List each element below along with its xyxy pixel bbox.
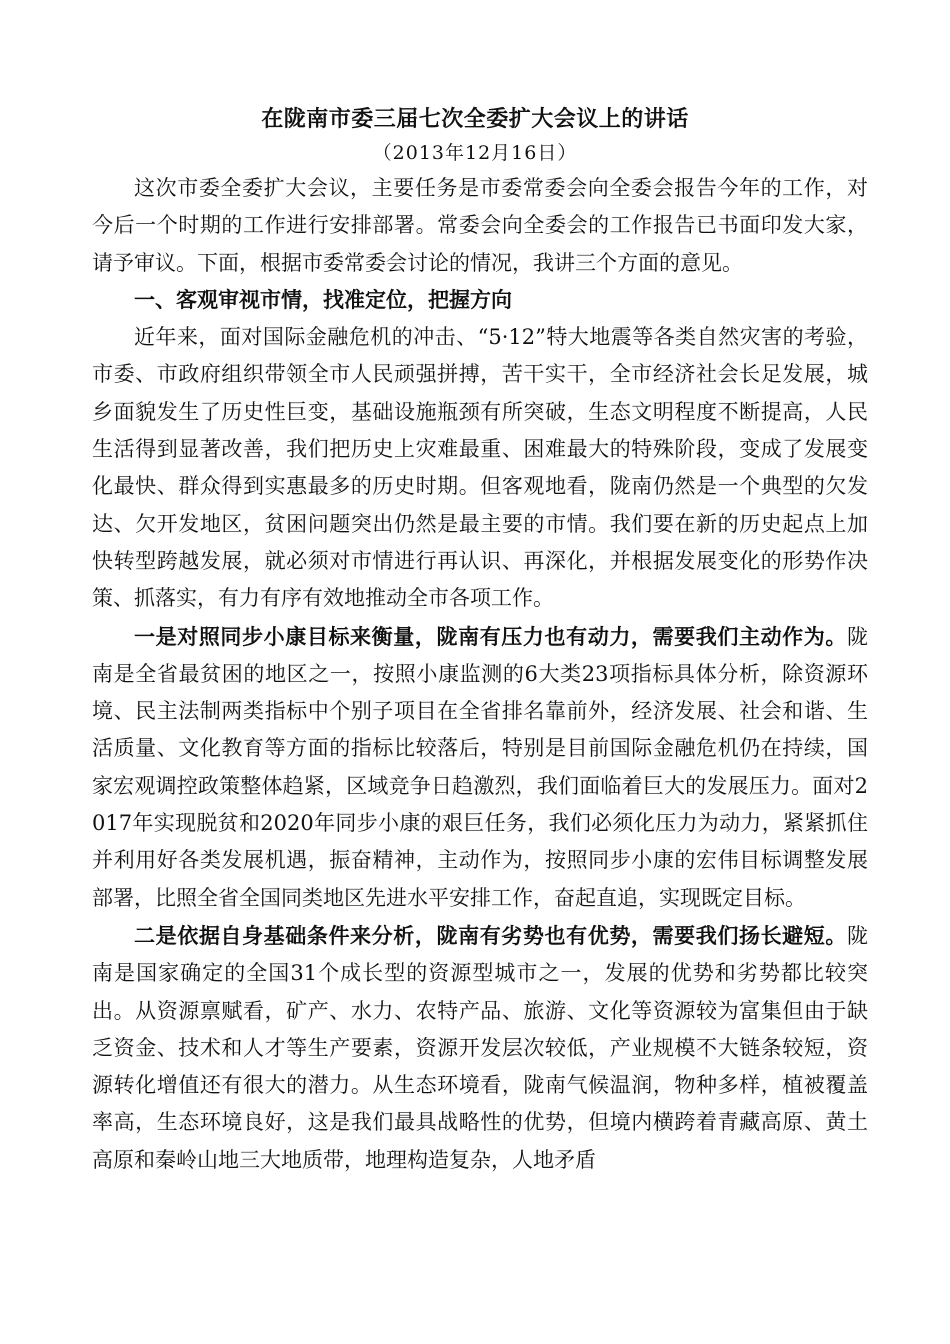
speech-title: 在陇南市委三届七次全委扩大会议上的讲话 (261, 106, 689, 132)
point-lead-1: 一是对照同步小康目标来衡量，陇南有压力也有动力，需要我们主动作为。 (134, 623, 847, 649)
point-text-1: 陇南是全省最贫困的地区之一，按照小康监测的6大类23项指标具体分析，除资源环境、民主法制两类指标中个别子项目在全省排名靠前外，经济发展、社会和谐、生活质量、文化教育等方面的指标比较落后，特别是目前国际金融危机仍在持续，国家宏观调控政策整体趋紧，区域竞争日趋激烈，我们面临着巨大的发展压力。面对2017年实现脱贫和2020年同步小康的艰巨任务，我们必须化压力为动力，紧紧抓住并利用好各类发展机遇，振奋精神，主动作为，按照同步小康的宏伟目标调整发展部署，比照全省全国同类地区先进水平安排工作，奋起直追，实现既定目标。 (92, 624, 868, 910)
speech-date: （2013年12月16日） (372, 142, 578, 164)
body-paragraph-1: 近年来，面对国际金融危机的冲击、“5·12”特大地震等各类自然灾害的考验，市委、市政府组织带领全市人民顽强拼搏，苦干实干，全市经济社会长足发展，城乡面貌发生了历史性巨变，基础设施瓶颈有所突破，生态文明程度不断提高，人民生活得到显著改善，我们把历史上灾难最重、困难最大的特殊阶段，变成了发展变化最快、群众得到实惠最多的历史时期。但客观地看，陇南仍然是一个典型的欠发达、欠开发地区，贫困问题突出仍然是最主要的市情。我们要在新的历史起点上加快转型跨越发展，就必须对市情进行再认识、再深化，并根据发展变化的形势作决策、抓落实，有力有序有效地推动全市各项工作。 (92, 325, 868, 611)
intro-paragraph: 这次市委全委扩大会议，主要任务是市委常委会向全委会报告今年的工作，对今后一个时期的工作进行安排部署。常委会向全委会的工作报告已书面印发大家，请予审议。下面，根据市委常委会讨论的情况，我讲三个方面的意见。 (92, 176, 868, 275)
point-lead-2: 二是依据自身基础条件来分析，陇南有劣势也有优势，需要我们扬长避短。 (134, 922, 847, 948)
point-paragraph-1 (92, 618, 868, 917)
point-text-2: 陇南是国家确定的全国31个成长型的资源型城市之一，发展的优势和劣势都比较突出。从资源禀赋看，矿产、水力、农特产品、旅游、文化等资源较为富集但由于缺乏资金、技术和人才等生产要素，资源开发层次较低，产业规模不大链条较短，资源转化增值还有很大的潜力。从生态环境看，陇南气候温润，物种多样，植被覆盖率高，生态环境良好，这是我们最具战略性的优势，但境内横跨着青藏高原、黄土高原和秦岭山地三大地质带，地理构造复杂，人地矛盾 (92, 923, 868, 1172)
speech-body (92, 170, 868, 1179)
point-paragraph-2 (92, 917, 868, 1179)
section-heading-1: 一、客观审视市情，找准定位，把握方向 (134, 287, 512, 312)
